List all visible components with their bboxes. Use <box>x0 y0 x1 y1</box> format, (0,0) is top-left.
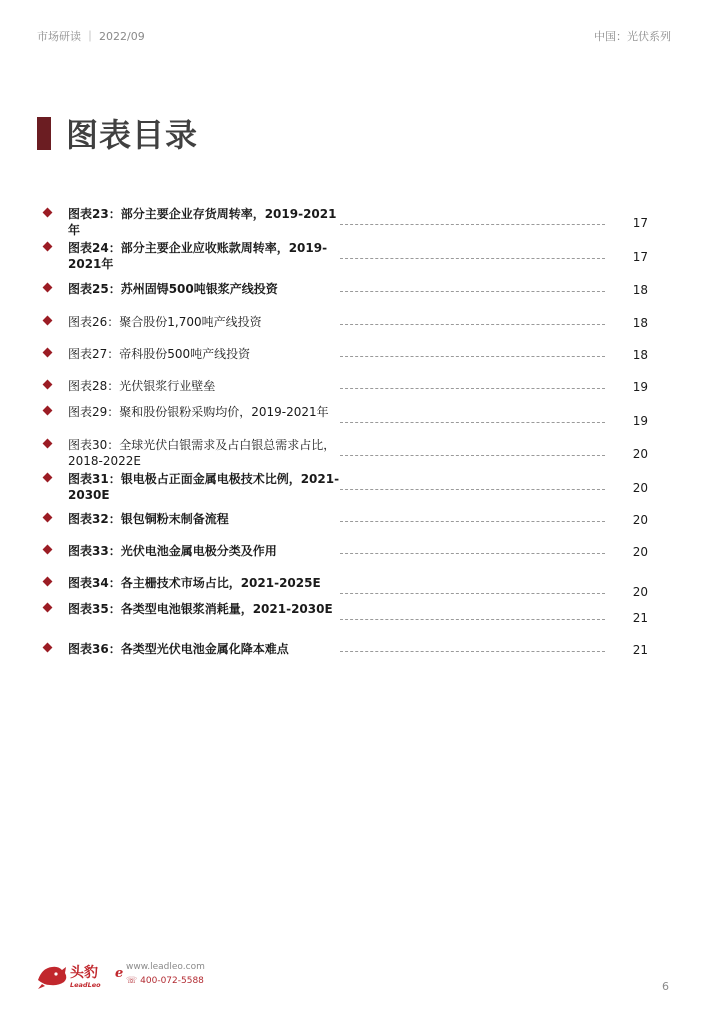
toc-entry-page: 17 <box>632 216 648 230</box>
toc-bullet-icon <box>43 473 53 483</box>
toc-leader-dots <box>340 224 605 225</box>
toc-entry-label: 图表25：苏州固锝500吨银浆产线投资 <box>68 282 278 296</box>
toc-bullet-icon <box>43 208 53 218</box>
toc-bullet-icon <box>43 439 53 449</box>
toc-leader-dots <box>340 258 605 259</box>
toc-bullet-icon <box>43 380 53 390</box>
toc-leader-dots <box>340 291 605 292</box>
toc-entry-label: 图表29：聚和股份银粉采购均价，2019-2021年 <box>68 405 329 419</box>
toc-entry-page: 18 <box>632 348 648 362</box>
header-report-type: 市场研读 ｜ 2022/09 <box>37 30 145 43</box>
toc-entry-label: 图表26：聚合股份1,700吨产线投资 <box>68 315 262 329</box>
toc-leader-dots <box>340 356 605 357</box>
toc-leader-dots <box>340 553 605 554</box>
toc-bullet-icon <box>43 577 53 587</box>
toc-entry-label: 图表35：各类型电池银浆消耗量，2021-2030E <box>68 602 333 616</box>
toc-entry-page: 17 <box>632 250 648 264</box>
header-series: 中国：光伏系列 <box>594 30 671 43</box>
toc-leader-dots <box>340 422 605 423</box>
toc-entry-label: 图表36：各类型光伏电池金属化降本难点 <box>68 642 289 656</box>
toc-leader-dots <box>340 521 605 522</box>
toc-entry-page: 19 <box>632 414 648 428</box>
leadleo-logo <box>36 958 126 990</box>
toc-bullet-icon <box>43 545 53 555</box>
toc-bullet-icon <box>43 348 53 358</box>
toc-bullet-icon <box>43 643 53 653</box>
toc-bullet-icon <box>43 242 53 252</box>
toc-entry-page: 18 <box>632 283 648 297</box>
footer-phone-number: 400-072-5588 <box>140 976 204 986</box>
toc-leader-dots <box>340 388 605 389</box>
toc-entry-page: 20 <box>632 513 648 527</box>
toc-leader-dots <box>340 455 605 456</box>
phone-icon: ☏ <box>126 976 138 986</box>
toc-entry-label: 图表23：部分主要企业存货周转率，2019-2021年 <box>68 207 337 237</box>
toc-entry-page: 18 <box>632 316 648 330</box>
toc-entry-label: 图表33：光伏电池金属电极分类及作用 <box>68 544 277 558</box>
toc-entry-label: 图表34：各主栅技术市场占比，2021-2025E <box>68 576 321 590</box>
toc-entry-label: 图表24：部分主要企业应收账款周转率，2019-2021年 <box>68 241 328 271</box>
toc-entry-label: 图表32：银包铜粉末制备流程 <box>68 512 229 526</box>
svg-text:e: e <box>115 966 124 981</box>
toc-bullet-icon <box>43 603 53 613</box>
toc-entry-page: 20 <box>632 585 648 599</box>
footer-url[interactable]: www.leadleo.com <box>126 962 205 972</box>
toc-leader-dots <box>340 324 605 325</box>
toc-leader-dots <box>340 619 605 620</box>
svg-text:LeadLeo: LeadLeo <box>70 981 101 989</box>
toc-entry-page: 20 <box>632 447 648 461</box>
toc-entry-page: 20 <box>632 545 648 559</box>
page-number: 6 <box>662 980 669 993</box>
toc-bullet-icon <box>43 316 53 326</box>
toc-bullet-icon <box>43 513 53 523</box>
toc-bullet-icon <box>43 406 53 416</box>
toc-entry-label: 图表31：银电极占正面金属电极技术比例，2021-2030E <box>68 472 340 502</box>
page-title: 图表目录 <box>66 116 199 154</box>
toc-entry-label: 图表28：光伏银浆行业壁垒 <box>68 379 216 393</box>
toc-entry-label: 图表30：全球光伏白银需求及占白银总需求占比，2018-2022E <box>68 438 336 468</box>
toc-bullet-icon <box>43 283 53 293</box>
toc-leader-dots <box>340 593 605 594</box>
toc-entry-label: 图表27：帝科股份500吨产线投资 <box>68 347 251 361</box>
toc-leader-dots <box>340 651 605 652</box>
toc-entry-page: 21 <box>632 611 648 625</box>
svg-text:头豹: 头豹 <box>70 965 98 981</box>
toc-entry-page: 21 <box>632 643 648 657</box>
title-accent-bar <box>37 117 51 150</box>
toc-entry-page: 20 <box>632 481 648 495</box>
footer-phone <box>126 976 204 986</box>
toc-entry-page: 19 <box>632 380 648 394</box>
toc-leader-dots <box>340 489 605 490</box>
